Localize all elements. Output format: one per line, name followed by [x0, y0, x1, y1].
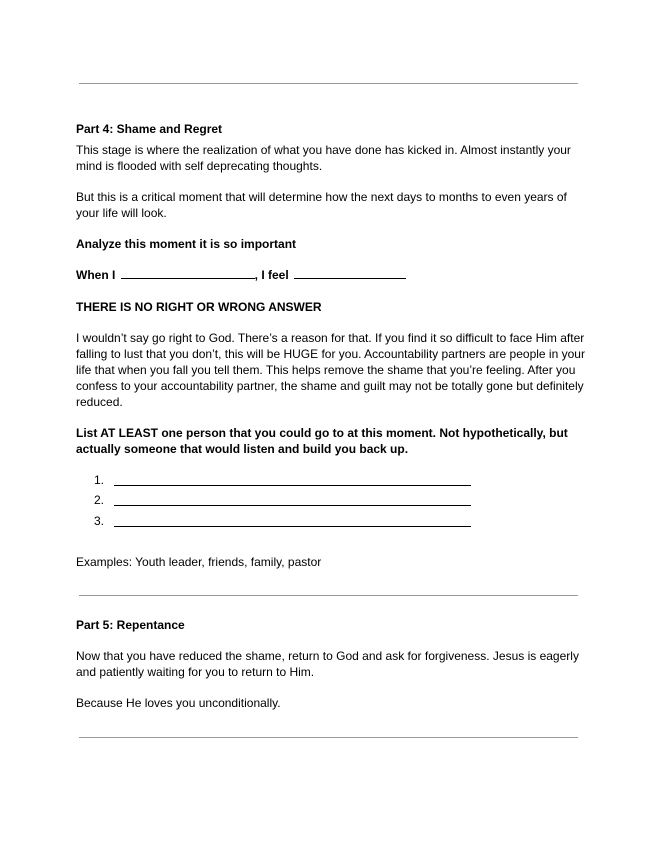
list-number-1: 1.	[94, 473, 105, 487]
feel-blank[interactable]	[294, 267, 406, 279]
list-number-2: 2.	[94, 493, 105, 507]
list-prompt: List AT LEAST one person that you could go to at this moment. Not hypothetically, but actually someone that would listen and build you back up.	[76, 426, 568, 456]
part5-paragraph-1: Now that you have reduced the shame, return to God and ask for forgiveness. Jesus is eagerly and patiently waiting for you to return to Him.	[76, 649, 579, 679]
part4-paragraph-3: I wouldn’t say go right to God. There’s a reason for that. If you find it so difficult to face Him after falling to lust that you don’t, this will be HUGE for you. Accountability partners are people in your life that when you fall you tell them. This helps remove the shame that you’re feeling. After you confess to your accountability partner, the shame and guilt may not be totally gone but definitely reduced.	[76, 331, 585, 409]
no-right-wrong-heading: THERE IS NO RIGHT OR WRONG ANSWER	[76, 300, 322, 314]
divider-middle	[79, 595, 578, 596]
when-blank[interactable]	[121, 267, 255, 279]
list-blank-3[interactable]	[114, 526, 471, 527]
part5-heading: Part 5: Repentance	[76, 618, 185, 632]
part4-paragraph-1: This stage is where the realization of what you have done has kicked in. Almost instantly your mind is flooded with self deprecating thoughts.	[76, 143, 571, 173]
divider-bottom	[79, 737, 578, 738]
when-i-feel-line	[76, 267, 406, 283]
part5-paragraph-2: Because He loves you unconditionally.	[76, 696, 281, 710]
list-blank-1[interactable]	[114, 485, 471, 486]
divider-top	[79, 83, 578, 84]
analyze-heading: Analyze this moment it is so important	[76, 237, 297, 251]
part4-paragraph-2: But this is a critical moment that will determine how the next days to months to even years of your life will look.	[76, 190, 567, 220]
list-number-3: 3.	[94, 514, 105, 528]
examples-text: Examples: Youth leader, friends, family, pastor	[76, 555, 322, 569]
list-blank-2[interactable]	[114, 505, 471, 506]
when-prefix: When I	[76, 268, 116, 282]
when-middle: , I feel	[254, 268, 289, 282]
part4-heading: Part 4: Shame and Regret	[76, 122, 223, 136]
